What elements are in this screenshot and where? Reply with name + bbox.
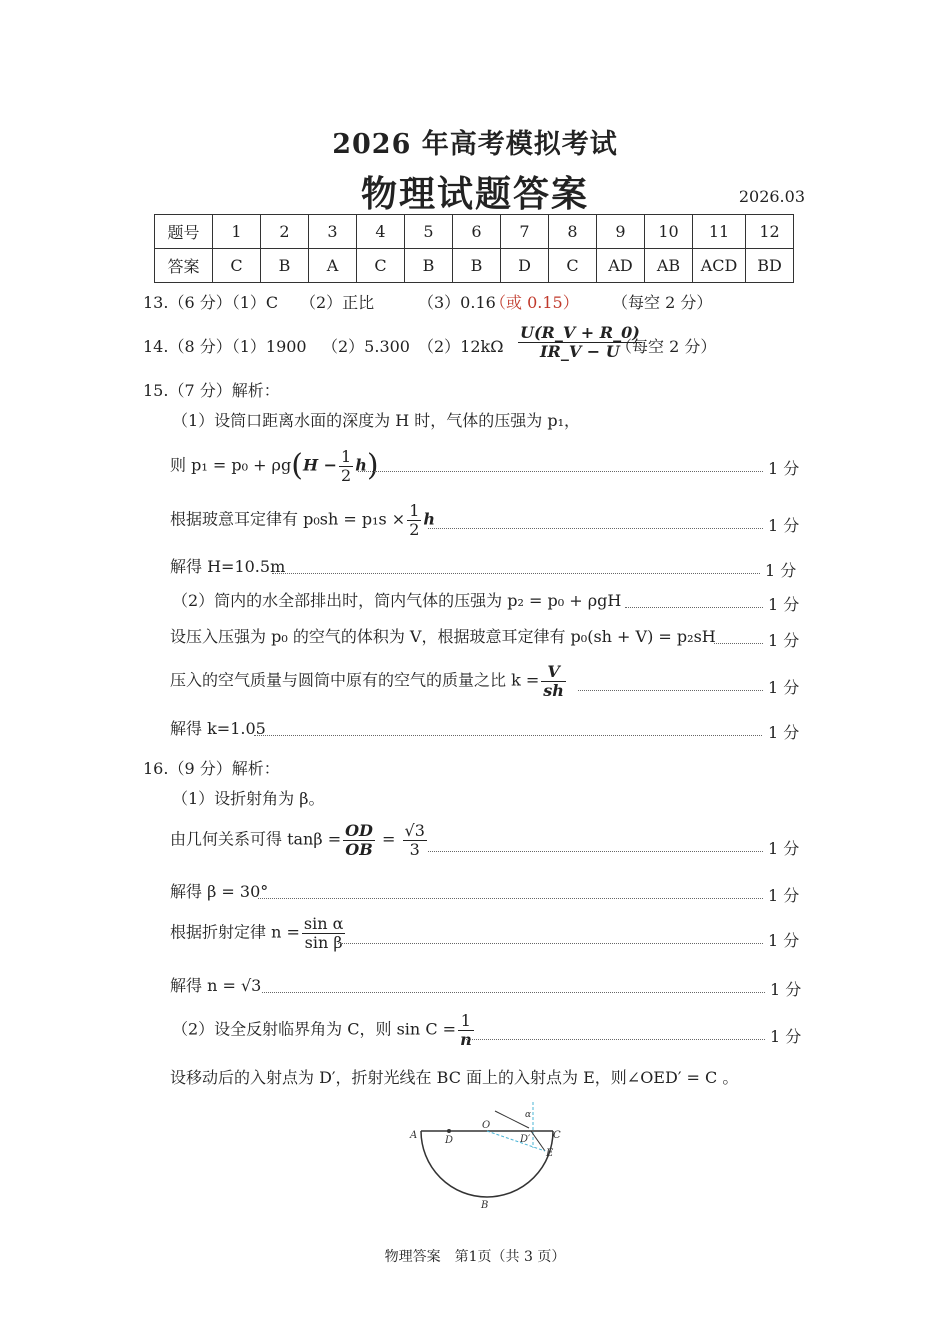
label-a: A bbox=[410, 1130, 418, 1141]
answer-cell: AB bbox=[645, 249, 693, 283]
q16-l2-f1d: OB bbox=[345, 839, 373, 859]
question-number: 2 bbox=[261, 215, 309, 249]
answer-cell: ACD bbox=[693, 249, 746, 283]
q16-l2-f2d: 3 bbox=[409, 839, 420, 859]
q15-l2-fn: 1 bbox=[341, 447, 352, 466]
q16-head: 16.（9 分）解析： bbox=[143, 759, 280, 778]
label-o: O bbox=[482, 1120, 491, 1131]
answer-cell: D bbox=[501, 249, 549, 283]
q14-head: 14.（8 分）（1）1900 bbox=[143, 337, 307, 356]
answer-cell: B bbox=[453, 249, 501, 283]
score-label: 1 分 bbox=[770, 980, 802, 999]
q15-line5: （2）筒内的水全部排出时，筒内气体的压强为 p₂ = p₀ + ρgH bbox=[172, 591, 622, 610]
semicircle-figure bbox=[405, 1098, 575, 1213]
label-e: E bbox=[546, 1148, 554, 1159]
q16-l4-fn: sin α bbox=[303, 914, 344, 933]
q16-line2: 由几何关系可得 tanβ = $\frac{OD}{OB}$ = $\frac{√3}{3}$ bbox=[170, 821, 425, 859]
score-label: 1 分 bbox=[768, 678, 800, 697]
question-number: 3 bbox=[309, 215, 357, 249]
answer-cell: C bbox=[213, 249, 261, 283]
q16-l4-pre: 根据折射定律 n = bbox=[170, 922, 300, 942]
score-label: 1 分 bbox=[765, 561, 797, 580]
q15-l3-end: h bbox=[423, 509, 436, 529]
q14-part2: （2）5.300 bbox=[322, 337, 410, 356]
q13-note: （每空 2 分） bbox=[612, 293, 713, 312]
q15-line8: 解得 k=1.05 bbox=[170, 719, 266, 738]
q15-l2-end: h bbox=[355, 455, 367, 475]
semicircle-arc bbox=[421, 1131, 553, 1197]
q14-part3: （2）12kΩ bbox=[418, 337, 504, 356]
q16-l6-pre: （2）设全反射临界角为 C，则 sin C = bbox=[172, 1019, 457, 1039]
score-label: 1 分 bbox=[768, 459, 800, 478]
dot-leader bbox=[466, 1039, 765, 1040]
label-d-prime: D′ bbox=[520, 1134, 531, 1145]
point-d bbox=[447, 1129, 451, 1133]
q14-note: （每空 2 分） bbox=[616, 337, 717, 356]
row-label: 题号 bbox=[155, 215, 213, 249]
q15-line2: 则 p₁ = p₀ + ρg(H − $\frac{1}{2}$ h) bbox=[170, 447, 379, 485]
incident-ray bbox=[495, 1110, 532, 1128]
q13-part2: （2）正比 bbox=[300, 293, 375, 312]
q15-l2-pre: 则 p₁ = p₀ + ρg bbox=[170, 455, 292, 475]
dot-leader bbox=[578, 690, 763, 691]
dot-leader bbox=[428, 851, 763, 852]
q15-l3-fd: 2 bbox=[409, 519, 420, 539]
score-label: 1 分 bbox=[768, 839, 800, 858]
q15-l3-pre: 根据玻意耳定律有 p₀sh = p₁s × bbox=[170, 509, 406, 529]
dot-leader bbox=[428, 528, 763, 529]
answer-cell: C bbox=[549, 249, 597, 283]
q14-frac-num: U(R_V + R_0) bbox=[520, 323, 640, 342]
score-label: 1 分 bbox=[768, 516, 800, 535]
answer-cell: BD bbox=[746, 249, 794, 283]
q15-line3 bbox=[170, 502, 435, 538]
q16-l2-f2n: √3 bbox=[404, 821, 425, 840]
q16-line6 bbox=[172, 1012, 476, 1048]
answer-cell: C bbox=[357, 249, 405, 283]
q15-l2-mid: H − bbox=[302, 455, 338, 475]
q14-frac-den: IR_V − U bbox=[540, 341, 620, 361]
answer-cell: B bbox=[405, 249, 453, 283]
answer-cell: A bbox=[309, 249, 357, 283]
question-number: 5 bbox=[405, 215, 453, 249]
q13-alt: （或 0.15） bbox=[490, 293, 579, 312]
q15-l7-fd: sh bbox=[543, 680, 564, 700]
label-alpha: α bbox=[525, 1110, 532, 1120]
dot-leader bbox=[258, 898, 763, 899]
score-label: 1 分 bbox=[768, 886, 800, 905]
page-footer: 物理答案 第1页（共 3 页） bbox=[384, 1249, 566, 1265]
score-label: 1 分 bbox=[768, 595, 800, 614]
question-number: 12 bbox=[746, 215, 794, 249]
q16-l2-pre: 由几何关系可得 tanβ = bbox=[170, 829, 342, 849]
q15-line6: 设压入压强为 p₀ 的空气的体积为 V，根据玻意耳定律有 p₀(sh + V) = p₂sH bbox=[170, 627, 716, 646]
dot-leader bbox=[262, 992, 765, 993]
q16-l6-fn: 1 bbox=[458, 1012, 474, 1031]
dot-leader bbox=[358, 471, 763, 472]
q16-l4-fd: sin β bbox=[304, 932, 343, 952]
q15-head: 15.（7 分）解析： bbox=[143, 381, 280, 400]
q16-line4 bbox=[170, 915, 347, 951]
radius-line bbox=[487, 1131, 545, 1151]
question-number: 6 bbox=[453, 215, 501, 249]
q16-l6-fd: n bbox=[460, 1029, 472, 1049]
question-number: 8 bbox=[549, 215, 597, 249]
question-number: 4 bbox=[357, 215, 405, 249]
answer-cell: B bbox=[261, 249, 309, 283]
question-number: 7 bbox=[501, 215, 549, 249]
q15-l3-fn: 1 bbox=[409, 501, 420, 520]
score-label: 1 分 bbox=[768, 931, 800, 950]
label-b: B bbox=[481, 1200, 489, 1211]
score-label: 1 分 bbox=[768, 631, 800, 650]
q15-line7 bbox=[170, 663, 568, 699]
question-number: 9 bbox=[597, 215, 645, 249]
q15-l7-fn: V bbox=[541, 663, 566, 682]
answer-title: 物理试题答案 bbox=[360, 173, 589, 215]
q15-l2-fd: 2 bbox=[341, 465, 352, 485]
label-c: C bbox=[553, 1130, 561, 1141]
score-label: 1 分 bbox=[768, 723, 800, 742]
question-number: 11 bbox=[693, 215, 746, 249]
q15-l7-pre: 压入的空气质量与圆筒中原有的空气的质量之比 k = bbox=[170, 670, 540, 690]
dot-leader bbox=[338, 943, 763, 944]
q16-line1: （1）设折射角为 β。 bbox=[172, 789, 325, 808]
exam-title: 2026 年高考模拟考试 bbox=[332, 129, 618, 160]
dot-leader bbox=[714, 643, 763, 644]
label-d: D bbox=[445, 1135, 454, 1146]
score-label: 1 分 bbox=[770, 1027, 802, 1046]
answer-table bbox=[154, 214, 794, 283]
dot-leader bbox=[625, 607, 763, 608]
q15-line1: （1）设筒口距离水面的深度为 H 时，气体的压强为 p₁， bbox=[172, 411, 581, 430]
table-row-numbers bbox=[155, 215, 794, 249]
q16-line7: 设移动后的入射点为 D′，折射光线在 BC 面上的入射点为 E，则∠OED′ = C 。 bbox=[170, 1068, 739, 1087]
dot-leader bbox=[272, 573, 760, 574]
q16-l2-f1n: OD bbox=[345, 821, 373, 840]
q16-line3: 解得 β = 30° bbox=[170, 882, 269, 901]
answer-cell: AD bbox=[597, 249, 645, 283]
question-number: 1 bbox=[213, 215, 261, 249]
question-number: 10 bbox=[645, 215, 693, 249]
dot-leader bbox=[254, 735, 762, 736]
row-label: 答案 bbox=[155, 249, 213, 283]
q13-head: 13.（6 分）（1）C bbox=[143, 293, 279, 312]
q16-line5: 解得 n = √3 bbox=[170, 976, 262, 995]
table-row-answers bbox=[155, 249, 794, 283]
q13-part3: （3）0.16 bbox=[418, 293, 496, 312]
q15-line4: 解得 H=10.5m bbox=[170, 557, 286, 576]
exam-date: 2026.03 bbox=[738, 187, 805, 206]
